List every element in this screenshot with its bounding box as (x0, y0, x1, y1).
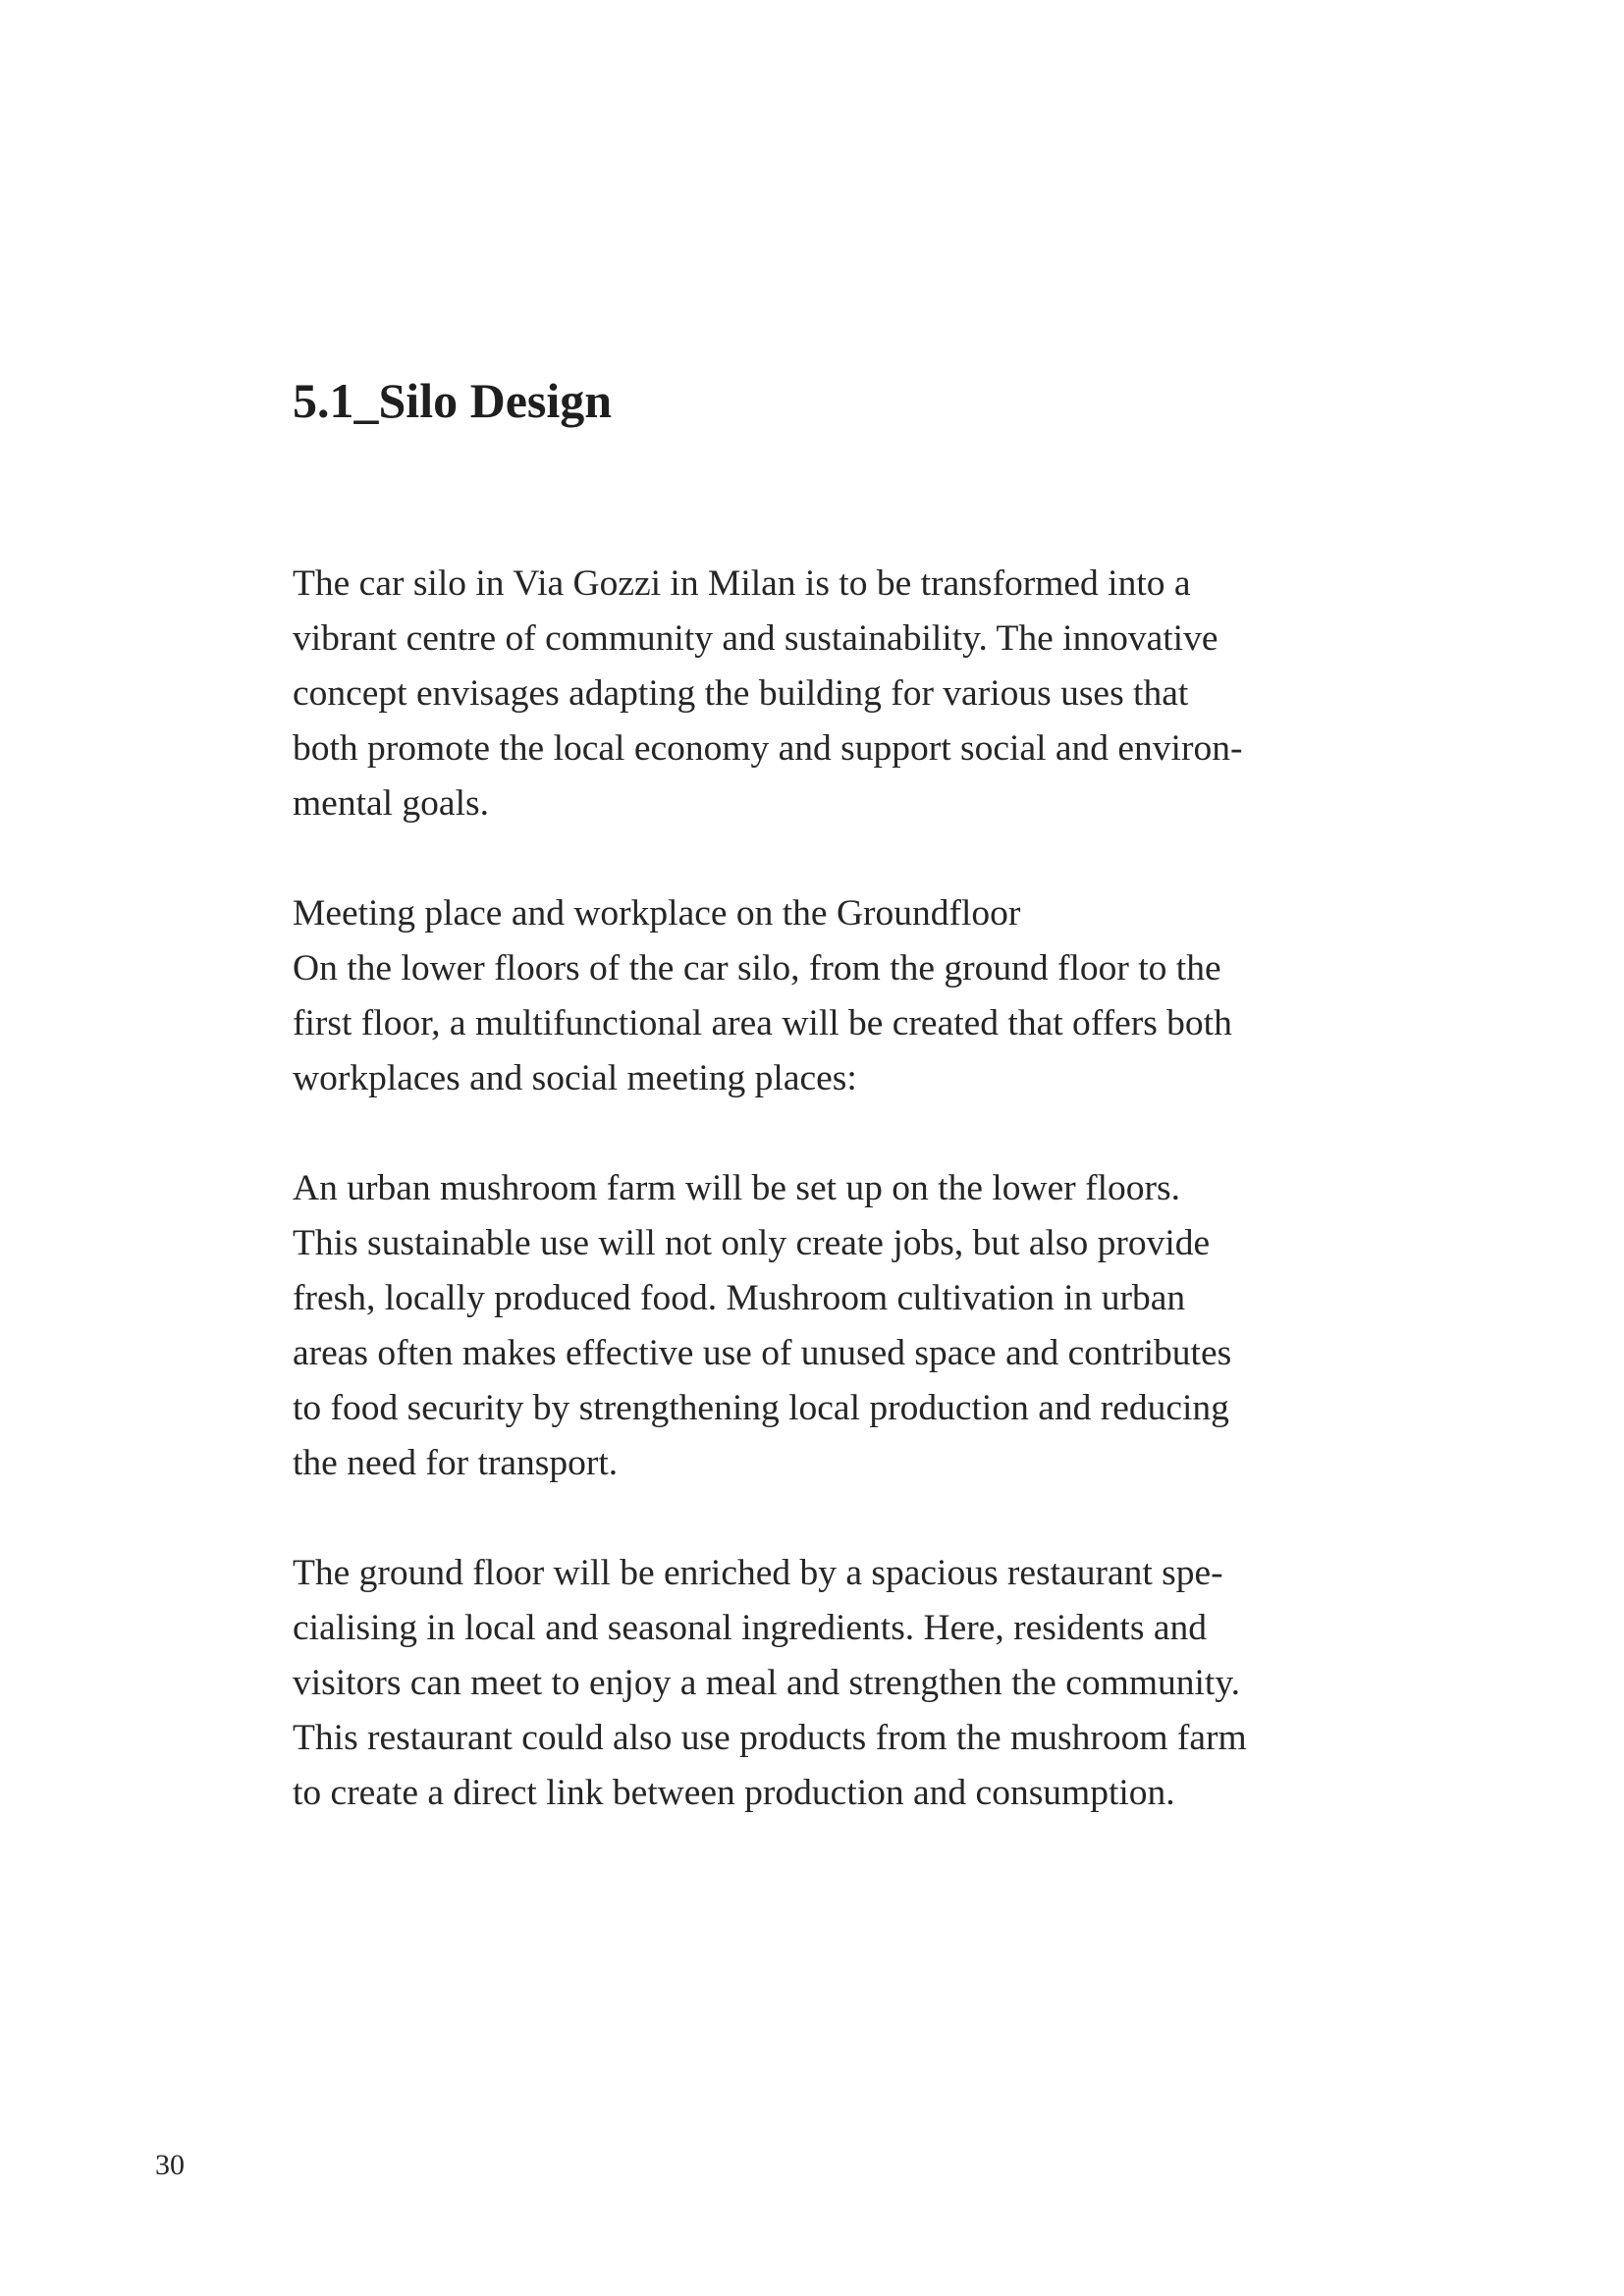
text-line: to food security by strengthening local production and reducing (293, 1388, 1229, 1428)
text-line: workplaces and social meeting places: (293, 1058, 857, 1098)
body-text (293, 557, 1353, 1821)
text-line: cialising in local and seasonal ingredients. Here, residents and (293, 1608, 1207, 1648)
text-line: visitors can meet to enjoy a meal and strengthen the community. (293, 1663, 1241, 1703)
text-line: Meeting place and workplace on the Groundfloor (293, 893, 1021, 934)
text-line: The car silo in Via Gozzi in Milan is to be transformed into a (293, 563, 1191, 604)
paragraph-mushroom-farm (293, 1161, 1353, 1491)
text-line: the need for transport. (293, 1443, 619, 1483)
text-line: areas often makes effective use of unused space and contributes (293, 1333, 1232, 1373)
text-line: This sustainable use will not only create jobs, but also provide (293, 1223, 1211, 1263)
text-line: to create a direct link between production and consumption. (293, 1773, 1175, 1813)
paragraph-groundfloor (293, 886, 1353, 1106)
paragraph-gap (293, 831, 1353, 886)
paragraph-intro (293, 557, 1353, 831)
text-line: The ground floor will be enriched by a spacious restaurant spe- (293, 1553, 1223, 1593)
section-heading: 5.1_Silo Design (293, 373, 613, 428)
text-line: both promote the local economy and support social and environ- (293, 728, 1243, 769)
text-line: mental goals. (293, 783, 489, 824)
text-line: An urban mushroom farm will be set up on the lower floors. (293, 1168, 1180, 1208)
page-number: 30 (155, 2149, 185, 2181)
text-line: concept envisages adapting the building for various uses that (293, 673, 1189, 714)
text-line: fresh, locally produced food. Mushroom cultivation in urban (293, 1278, 1186, 1318)
text-line: On the lower floors of the car silo, from the ground floor to the (293, 948, 1221, 988)
paragraph-gap (293, 1106, 1353, 1161)
paragraph-restaurant (293, 1546, 1353, 1821)
text-line: vibrant centre of community and sustainability. The innovative (293, 618, 1218, 659)
text-line: first floor, a multifunctional area will be created that offers both (293, 1003, 1232, 1043)
paragraph-gap (293, 1491, 1353, 1546)
text-line: This restaurant could also use products from the mushroom farm (293, 1718, 1247, 1758)
